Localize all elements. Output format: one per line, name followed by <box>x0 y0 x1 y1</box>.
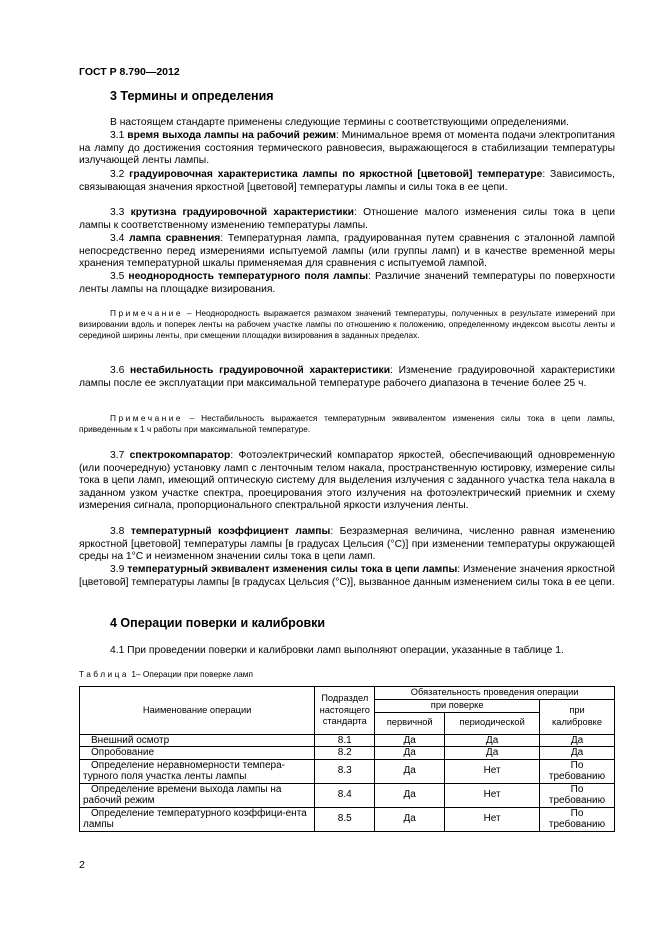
note-text: – Неоднородность выражается размахом значений температуры, полученных в результате измерений при визировании вдоль и поперек ленты на рабочем участке лампы по отношению к положению, определенному индексом высоты ленты и серединой ширины ленты, при смещении площадки визирования в заданных пределах. <box>79 308 615 340</box>
note-text: – Нестабильность выражается температурным эквивалентом изменения силы тока в цепи лампы, приведенным к 1 ч работы при максимальной температуре. <box>79 413 615 434</box>
calibration-value: По требованию <box>540 783 615 807</box>
term-name: лампа сравнения <box>129 233 221 244</box>
term-3-6 <box>79 365 615 390</box>
table-row <box>80 734 615 747</box>
term-name: градуировочная характеристика лампы по яркостной [цветовой] температуре <box>129 169 543 180</box>
term-number: 3.6 <box>110 365 125 376</box>
document-header: ГОСТ Р 8.790—2012 <box>79 66 180 78</box>
operation-name: Определение времени выхода лампы на рабочий режим <box>80 783 315 807</box>
periodic-value: Да <box>445 734 540 747</box>
term-name: нестабильность градуировочной характеристики <box>130 365 391 376</box>
calibration-value: Да <box>540 747 615 760</box>
section-ref: 8.5 <box>315 807 375 831</box>
primary-value: Да <box>375 783 445 807</box>
calibration-value: Да <box>540 734 615 747</box>
term-3-7 <box>79 450 615 513</box>
section-ref: 8.1 <box>315 734 375 747</box>
term-definition: : Безразмерная величина, численно равная изменению яркостной [цветовой] температуры лампы [в градусах Цельсия (°С)] при изменении температуры окружающей среды на 1°С и неизменном значении силы тока в цепи ламп. <box>79 526 615 563</box>
term-definition: : Различие значений температуры по поверхности ленты лампы на площадке визирования. <box>79 271 615 295</box>
periodic-value: Да <box>445 747 540 760</box>
table-row <box>80 807 615 831</box>
table-row <box>80 747 615 760</box>
term-number: 3.4 <box>110 233 125 244</box>
table-caption-label: Таблица <box>79 669 130 679</box>
term-definition: : Отношение малого изменения силы тока в цепи лампы к соответственному изменению температуры лампы. <box>79 207 615 231</box>
paragraph-4-1: 4.1 При проведении поверки и калибровки ламп выполняют операции, указанные в таблице 1. <box>110 645 564 656</box>
note-label: Примечание <box>110 413 184 423</box>
operations-table <box>79 686 615 832</box>
term-name: температурный эквивалент изменения силы тока в цепи лампы <box>127 564 458 575</box>
header-operation-name: Наименование операции <box>80 687 315 735</box>
term-name: крутизна градуировочной характеристики <box>130 207 354 218</box>
term-definition: : Фотоэлектрический компаратор яркостей, обеспечивающий одновременную (или поочередную) установку ламп с ленточным телом накала, пространственную юстировку, измерение силы тока в цепи ламп, имеющий оптическую систему для выделения излучения с заданного участка тела накала в заданном узком участке спектра, проецирования этого излучения на фотоэлектрический приемник и схему измерения сигнала, пропорционального спектральной яркости излучения ленты. <box>79 450 615 512</box>
table-row <box>80 759 615 783</box>
periodic-value: Нет <box>445 783 540 807</box>
table-caption <box>79 669 253 679</box>
term-name: спектрокомпаратор <box>129 450 231 461</box>
term-number: 3.2 <box>110 169 125 180</box>
term-number: 3.1 <box>110 130 125 141</box>
term-number: 3.9 <box>110 564 125 575</box>
term-3-5 <box>79 271 615 296</box>
operation-name: Опробование <box>80 747 315 760</box>
term-definition: : Минимальное время от момента подачи электропитания на лампу до достижения состояния термического равновесия, выражающегося в стабилизации температуры излучающей ленты лампы. <box>79 130 616 167</box>
note-2 <box>79 413 615 435</box>
header-obligation: Обязательность проведения операции <box>375 687 615 700</box>
section-3-title: 3 Термины и определения <box>110 89 274 103</box>
term-number: 3.8 <box>110 526 125 537</box>
term-3-9 <box>79 564 615 589</box>
primary-value: Да <box>375 747 445 760</box>
term-3-1 <box>79 130 615 168</box>
section-3-intro: В настоящем стандарте применены следующие термины с соответствующими определениями. <box>110 117 570 128</box>
table-row <box>80 783 615 807</box>
section-4-title: 4 Операции поверки и калибровки <box>110 616 326 630</box>
calibration-value: По требованию <box>540 759 615 783</box>
calibration-value: По требованию <box>540 807 615 831</box>
header-calibration: при калибровке <box>540 699 615 734</box>
operation-name: Определение температурного коэффици-ента лампы <box>80 807 315 831</box>
term-3-4 <box>79 233 615 271</box>
term-3-8 <box>79 526 615 564</box>
term-definition: : Температурная лампа, градуированная путем сравнения с эталонной лампой непосредственно перед измерениями испытуемой лампы (или группы ламп) и в качестве временной меры хранения температурной шкалы применяемая для сравнения с испытуемой лампой. <box>79 233 615 270</box>
operation-name: Определение неравномерности темпера-турного поля участка ленты лампы <box>80 759 315 783</box>
section-ref: 8.2 <box>315 747 375 760</box>
term-definition: : Изменение градуировочной характеристики лампы после ее эксплуатации при максимальной температуре рабочего диапазона в течение более 25 ч. <box>79 365 615 389</box>
primary-value: Да <box>375 807 445 831</box>
operation-name: Внешний осмотр <box>80 734 315 747</box>
table-caption-text: 1– Операции при поверке ламп <box>129 669 253 679</box>
term-name: температурный коэффициент лампы <box>130 526 331 537</box>
section-ref: 8.4 <box>315 783 375 807</box>
term-3-2 <box>79 169 615 194</box>
primary-value: Да <box>375 734 445 747</box>
term-number: 3.7 <box>110 450 125 461</box>
term-3-3 <box>79 207 615 232</box>
note-1 <box>79 308 615 341</box>
note-label: Примечание <box>110 308 184 318</box>
term-number: 3.3 <box>110 207 125 218</box>
section-ref: 8.3 <box>315 759 375 783</box>
periodic-value: Нет <box>445 807 540 831</box>
periodic-value: Нет <box>445 759 540 783</box>
term-definition: : Изменение значения яркостной [цветовой] температуры лампы [в градусах Цельсия (°С)], вызванное данным изменением силы тока в ее цепи. <box>79 564 615 588</box>
primary-value: Да <box>375 759 445 783</box>
term-definition: : Зависимость, связывающая значения яркостной [цветовой] температуры лампы и силы тока в ее цепи. <box>79 169 615 193</box>
header-periodic: периодической <box>445 712 540 734</box>
page-number: 2 <box>79 859 85 871</box>
term-number: 3.5 <box>110 271 125 282</box>
header-section: Подраздел настоящего стандарта <box>315 687 375 735</box>
header-verification: при поверке <box>375 699 540 712</box>
term-name: время выхода лампы на рабочий режим <box>127 130 336 141</box>
header-primary: первичной <box>375 712 445 734</box>
term-name: неоднородность температурного поля лампы <box>128 271 369 282</box>
